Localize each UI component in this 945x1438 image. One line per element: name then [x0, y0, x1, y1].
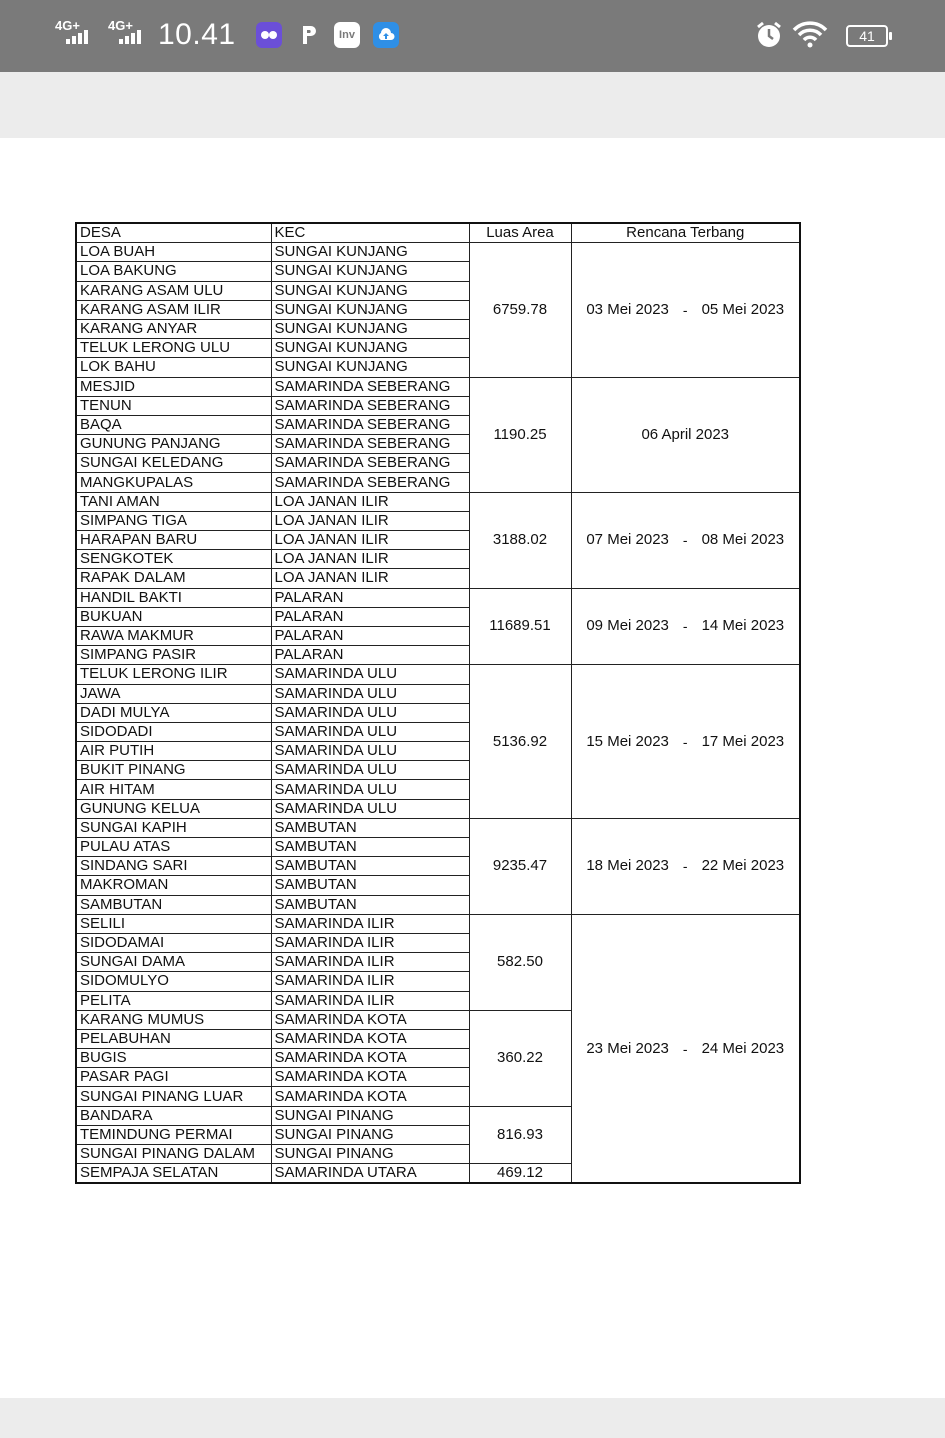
cell-rencana-terbang	[571, 914, 800, 1183]
table-row	[76, 914, 800, 933]
cell-desa: KARANG ASAM ILIR	[76, 300, 271, 319]
cell-kec: SUNGAI PINANG	[271, 1106, 469, 1125]
cell-kec: SAMARINDA ULU	[271, 703, 469, 722]
ps-icon	[256, 22, 282, 48]
cell-luas-area: 360.22	[469, 1010, 571, 1106]
cell-desa: PULAU ATAS	[76, 838, 271, 857]
clock: 10.41	[158, 18, 236, 51]
plan-date-range	[572, 617, 800, 635]
cell-kec: SUNGAI KUNJANG	[271, 281, 469, 300]
cell-desa: MANGKUPALAS	[76, 473, 271, 492]
battery-icon: 41	[846, 25, 888, 47]
cell-desa: TEMINDUNG PERMAI	[76, 1125, 271, 1144]
cloud-icon	[373, 22, 399, 48]
cell-luas-area: 3188.02	[469, 492, 571, 588]
cell-kec: SAMBUTAN	[271, 838, 469, 857]
cell-desa: BAQA	[76, 415, 271, 434]
cell-kec: LOA JANAN ILIR	[271, 550, 469, 569]
cell-kec: SAMARINDA KOTA	[271, 1087, 469, 1106]
cell-kec: SAMBUTAN	[271, 895, 469, 914]
viewer-top-bar	[0, 72, 945, 138]
cell-kec: SAMARINDA ILIR	[271, 972, 469, 991]
cell-desa: KARANG MUMUS	[76, 1010, 271, 1029]
plan-separator: -	[682, 301, 688, 318]
cell-desa: SINDANG SARI	[76, 857, 271, 876]
table-header-row	[76, 223, 800, 243]
header-desa: DESA	[76, 223, 271, 243]
plan-date-range	[572, 1040, 800, 1058]
cell-kec: PALARAN	[271, 626, 469, 645]
plan-separator: -	[682, 1040, 688, 1057]
cell-kec: PALARAN	[271, 588, 469, 607]
plan-separator: -	[682, 532, 688, 549]
plan-end-date: 08 Mei 2023	[701, 531, 785, 549]
cell-desa: SIDODADI	[76, 722, 271, 741]
cell-desa: LOA BAKUNG	[76, 262, 271, 281]
cell-desa: LOK BAHU	[76, 358, 271, 377]
plan-separator: -	[682, 733, 688, 750]
cell-kec: SAMARINDA KOTA	[271, 1068, 469, 1087]
cell-luas-area: 6759.78	[469, 243, 571, 377]
cell-rencana-terbang	[571, 492, 800, 588]
plan-start-date: 09 Mei 2023	[586, 617, 669, 635]
table-row	[76, 665, 800, 684]
cell-desa: HANDIL BAKTI	[76, 588, 271, 607]
cell-kec: SAMARINDA SEBERANG	[271, 435, 469, 454]
plan-separator: -	[682, 618, 688, 635]
header-luas-area: Luas Area	[469, 223, 571, 243]
cell-desa: BUKUAN	[76, 607, 271, 626]
cell-desa: PELITA	[76, 991, 271, 1010]
signal-label-1: 4G+	[55, 18, 80, 33]
cell-luas-area: 9235.47	[469, 818, 571, 914]
cell-desa: KARANG ASAM ULU	[76, 281, 271, 300]
cell-luas-area: 582.50	[469, 914, 571, 1010]
cell-desa: SUNGAI KELEDANG	[76, 454, 271, 473]
cell-kec: SUNGAI KUNJANG	[271, 243, 469, 262]
cell-kec: SAMARINDA ULU	[271, 761, 469, 780]
cell-kec: SUNGAI KUNJANG	[271, 358, 469, 377]
cell-kec: SUNGAI KUNJANG	[271, 300, 469, 319]
plan-end-date: 17 Mei 2023	[701, 732, 785, 750]
cell-kec: SAMARINDA ULU	[271, 742, 469, 761]
cell-kec: SAMARINDA KOTA	[271, 1029, 469, 1048]
cell-desa: JAWA	[76, 684, 271, 703]
cell-desa: LOA BUAH	[76, 243, 271, 262]
cell-kec: SUNGAI PINANG	[271, 1145, 469, 1164]
cell-kec: SAMARINDA ILIR	[271, 991, 469, 1010]
cell-kec: SUNGAI PINANG	[271, 1125, 469, 1144]
plan-end-date: 24 Mei 2023	[701, 1039, 785, 1057]
cell-desa: SIMPANG TIGA	[76, 511, 271, 530]
cell-desa: SUNGAI PINANG DALAM	[76, 1145, 271, 1164]
cell-desa: SAMBUTAN	[76, 895, 271, 914]
plan-end-date: 05 Mei 2023	[701, 300, 785, 318]
cell-desa: GUNUNG KELUA	[76, 799, 271, 818]
cell-desa: MESJID	[76, 377, 271, 396]
cell-kec: SAMARINDA KOTA	[271, 1049, 469, 1068]
cell-desa: TANI AMAN	[76, 492, 271, 511]
table-row	[76, 243, 800, 262]
cell-desa: SELILI	[76, 914, 271, 933]
plan-start-date: 03 Mei 2023	[586, 300, 669, 318]
cell-kec: SAMARINDA ULU	[271, 799, 469, 818]
cell-kec: SAMBUTAN	[271, 857, 469, 876]
cell-luas-area: 469.12	[469, 1164, 571, 1184]
cell-desa: HARAPAN BARU	[76, 531, 271, 550]
plan-date-range	[572, 301, 800, 319]
signal-label-2: 4G+	[108, 18, 133, 33]
cell-kec: SAMBUTAN	[271, 876, 469, 895]
cell-rencana-terbang	[571, 377, 800, 492]
cell-kec: SAMARINDA ULU	[271, 722, 469, 741]
cell-kec: SAMARINDA ILIR	[271, 914, 469, 933]
wifi-icon	[792, 20, 828, 55]
cell-desa: SIMPANG PASIR	[76, 646, 271, 665]
cell-desa: SENGKOTEK	[76, 550, 271, 569]
cell-kec: PALARAN	[271, 607, 469, 626]
cell-rencana-terbang	[571, 818, 800, 914]
cell-desa: SUNGAI KAPIH	[76, 818, 271, 837]
cell-kec: SAMARINDA SEBERANG	[271, 473, 469, 492]
cell-kec: LOA JANAN ILIR	[271, 492, 469, 511]
plan-date-range	[572, 857, 800, 875]
cell-desa: SIDODAMAI	[76, 933, 271, 952]
table-row	[76, 492, 800, 511]
cell-kec: SAMARINDA KOTA	[271, 1010, 469, 1029]
cell-desa: TELUK LERONG ILIR	[76, 665, 271, 684]
cell-desa: RAPAK DALAM	[76, 569, 271, 588]
cell-kec: SAMARINDA ULU	[271, 684, 469, 703]
cell-luas-area: 11689.51	[469, 588, 571, 665]
cell-kec: SAMARINDA SEBERANG	[271, 415, 469, 434]
cell-luas-area: 816.93	[469, 1106, 571, 1164]
table-row	[76, 377, 800, 396]
cell-kec: PALARAN	[271, 646, 469, 665]
plan-start-date: 23 Mei 2023	[586, 1039, 669, 1057]
signal-bars-2-icon	[119, 30, 141, 44]
plan-date-range	[572, 426, 800, 444]
header-kec: KEC	[271, 223, 469, 243]
cell-kec: SAMARINDA ULU	[271, 665, 469, 684]
header-rencana-terbang: Rencana Terbang	[571, 223, 800, 243]
cell-kec: SAMARINDA UTARA	[271, 1164, 469, 1184]
cell-kec: SAMARINDA ILIR	[271, 953, 469, 972]
plan-end-date: 14 Mei 2023	[701, 617, 785, 635]
inv-icon: Inv	[334, 22, 360, 48]
cell-kec: SAMARINDA ILIR	[271, 933, 469, 952]
cell-desa: TELUK LERONG ULU	[76, 339, 271, 358]
cell-desa: MAKROMAN	[76, 876, 271, 895]
p-icon	[296, 22, 322, 48]
cell-desa: AIR HITAM	[76, 780, 271, 799]
cell-desa: RAWA MAKMUR	[76, 626, 271, 645]
cell-kec: SAMARINDA ULU	[271, 780, 469, 799]
cell-desa: BUKIT PINANG	[76, 761, 271, 780]
table-row	[76, 818, 800, 837]
cell-desa: PELABUHAN	[76, 1029, 271, 1048]
plan-start-date: 15 Mei 2023	[586, 732, 669, 750]
data-table	[75, 222, 801, 1184]
plan-separator: -	[682, 858, 688, 875]
cell-kec: LOA JANAN ILIR	[271, 569, 469, 588]
cell-kec: SAMARINDA SEBERANG	[271, 454, 469, 473]
viewer-bottom-bar	[0, 1398, 945, 1438]
cell-kec: LOA JANAN ILIR	[271, 531, 469, 550]
cell-desa: SIDOMULYO	[76, 972, 271, 991]
cell-kec: SAMARINDA SEBERANG	[271, 396, 469, 415]
cell-desa: DADI MULYA	[76, 703, 271, 722]
plan-date-range	[572, 733, 800, 751]
plan-end-date: 22 Mei 2023	[701, 857, 785, 875]
cell-desa: SUNGAI PINANG LUAR	[76, 1087, 271, 1106]
cell-rencana-terbang	[571, 243, 800, 377]
cell-desa: SUNGAI DAMA	[76, 953, 271, 972]
plan-start-date: 18 Mei 2023	[586, 857, 669, 875]
alarm-icon	[754, 20, 784, 55]
cell-desa: BANDARA	[76, 1106, 271, 1125]
cell-kec: SAMBUTAN	[271, 818, 469, 837]
cell-kec: SUNGAI KUNJANG	[271, 319, 469, 338]
cell-rencana-terbang	[571, 665, 800, 819]
cell-luas-area: 1190.25	[469, 377, 571, 492]
plan-start-date: 07 Mei 2023	[586, 531, 669, 549]
cell-luas-area: 5136.92	[469, 665, 571, 819]
cell-kec: SAMARINDA SEBERANG	[271, 377, 469, 396]
cell-kec: SUNGAI KUNJANG	[271, 262, 469, 281]
cell-desa: SEMPAJA SELATAN	[76, 1164, 271, 1184]
cell-desa: BUGIS	[76, 1049, 271, 1068]
cell-rencana-terbang	[571, 588, 800, 665]
plan-date-range	[572, 531, 800, 549]
cell-desa: TENUN	[76, 396, 271, 415]
cell-desa: AIR PUTIH	[76, 742, 271, 761]
cell-desa: PASAR PAGI	[76, 1068, 271, 1087]
table-row	[76, 588, 800, 607]
cell-kec: LOA JANAN ILIR	[271, 511, 469, 530]
signal-bars-1-icon	[66, 30, 88, 44]
cell-desa: KARANG ANYAR	[76, 319, 271, 338]
cell-desa: GUNUNG PANJANG	[76, 435, 271, 454]
status-bar	[0, 0, 945, 72]
cell-kec: SUNGAI KUNJANG	[271, 339, 469, 358]
plan-date: 06 April 2023	[641, 425, 730, 443]
